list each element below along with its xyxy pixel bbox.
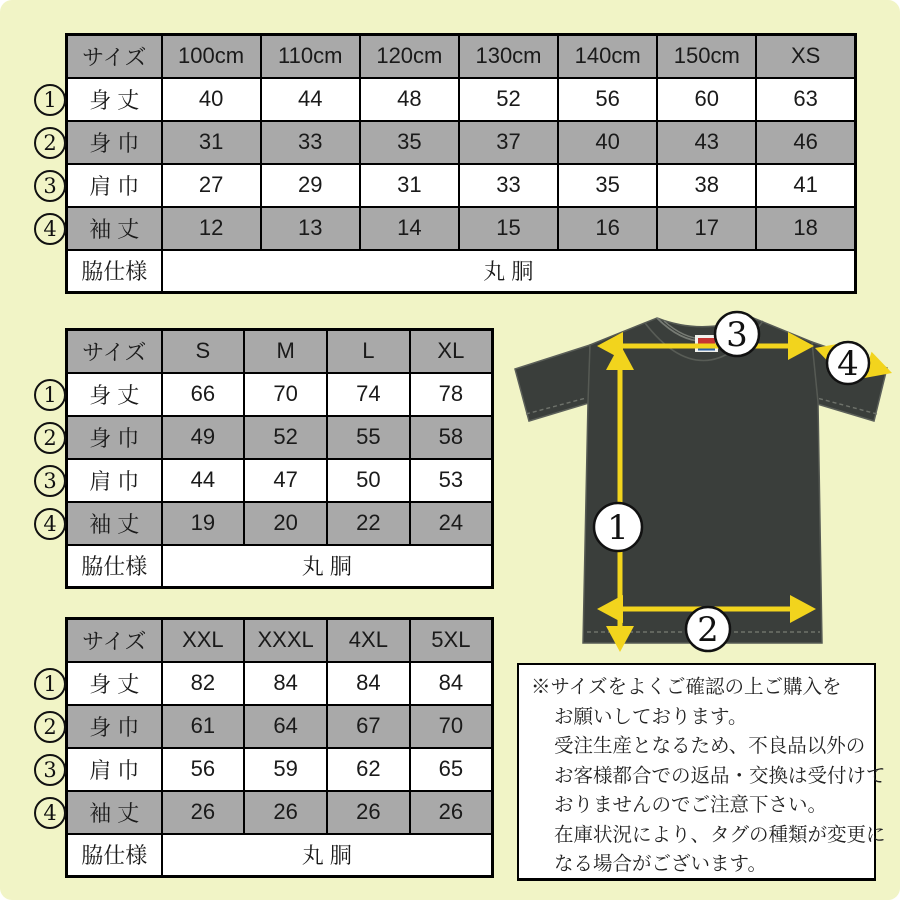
measure-label: 肩 巾 xyxy=(67,748,162,791)
measure-value: 27 xyxy=(162,164,261,207)
measure-value: 15 xyxy=(459,207,558,250)
measure-value: 58 xyxy=(410,416,493,459)
size-column-header: 100cm xyxy=(162,35,261,78)
svg-text:2: 2 xyxy=(697,610,719,650)
measure-value: 59 xyxy=(244,748,327,791)
measure-label: 身 巾 xyxy=(67,121,162,164)
measure-value: 33 xyxy=(261,121,360,164)
measure-value: 82 xyxy=(162,662,245,705)
measure-label: 袖 丈 xyxy=(67,502,162,545)
measure-value: 38 xyxy=(657,164,756,207)
measure-row-2 xyxy=(67,121,856,164)
svg-text:1: 1 xyxy=(607,508,629,548)
measure-value: 37 xyxy=(459,121,558,164)
measure-value: 60 xyxy=(657,78,756,121)
measure-value: 84 xyxy=(327,662,410,705)
measure-value: 56 xyxy=(558,78,657,121)
measure-value: 64 xyxy=(244,705,327,748)
measure-value: 74 xyxy=(327,373,410,416)
side-spec-value: 丸 胴 xyxy=(162,250,856,293)
measure-value: 12 xyxy=(162,207,261,250)
size-column-header: M xyxy=(244,330,327,373)
side-spec-label: 脇仕様 xyxy=(67,250,162,293)
measure-value: 63 xyxy=(756,78,855,121)
measure-value: 19 xyxy=(162,502,245,545)
size-column-header: XXL xyxy=(162,619,245,662)
measure-row-1 xyxy=(67,662,493,705)
row-number-badge-3: 3 xyxy=(34,465,66,497)
row-number-badge-3: 3 xyxy=(34,170,66,202)
measure-value: 16 xyxy=(558,207,657,250)
measure-value: 47 xyxy=(244,459,327,502)
measure-row-4 xyxy=(67,502,493,545)
measure-value: 52 xyxy=(459,78,558,121)
size-column-header: 4XL xyxy=(327,619,410,662)
measure-value: 43 xyxy=(657,121,756,164)
measure-value: 53 xyxy=(410,459,493,502)
measure-value: 41 xyxy=(756,164,855,207)
measure-row-3 xyxy=(67,748,493,791)
size-column-header: 5XL xyxy=(410,619,493,662)
measure-value: 17 xyxy=(657,207,756,250)
row-number-badge-1: 1 xyxy=(34,668,66,700)
notice-line: 受注生産となるため、不良品以外の xyxy=(554,735,866,757)
notice-line: お願いしております。 xyxy=(554,705,748,728)
measure-value: 55 xyxy=(327,416,410,459)
measure-row-3 xyxy=(67,164,856,207)
measure-value: 40 xyxy=(162,78,261,121)
measure-value: 24 xyxy=(410,502,493,545)
measure-value: 18 xyxy=(756,207,855,250)
row-number-badge-2: 2 xyxy=(34,127,66,159)
measure-row-2 xyxy=(67,705,493,748)
side-spec-value: 丸 胴 xyxy=(162,545,493,588)
size-column-header: 150cm xyxy=(657,35,756,78)
size-column-header: XS xyxy=(756,35,855,78)
measure-value: 26 xyxy=(410,791,493,834)
tshirt-measurement-diagram xyxy=(505,302,900,664)
measure-row-2 xyxy=(67,416,493,459)
measure-value: 65 xyxy=(410,748,493,791)
measure-value: 66 xyxy=(162,373,245,416)
row-number-badge-2: 2 xyxy=(34,711,66,743)
size-column-header: 130cm xyxy=(459,35,558,78)
side-spec-row xyxy=(67,834,493,877)
measure-value: 40 xyxy=(558,121,657,164)
measure-row-4 xyxy=(67,207,856,250)
row-number-badge-1: 1 xyxy=(34,379,66,411)
measure-value: 78 xyxy=(410,373,493,416)
measure-label: 身 丈 xyxy=(67,662,162,705)
measure-value: 84 xyxy=(244,662,327,705)
size-table-adult-s-xl xyxy=(65,328,494,589)
measure-value: 20 xyxy=(244,502,327,545)
measure-row-4 xyxy=(67,791,493,834)
notice-line: お客様都合での返品・交換は受付けて xyxy=(554,764,886,787)
notice-line: なる場合がございます。 xyxy=(554,853,767,875)
measure-row-1 xyxy=(67,373,493,416)
measure-value: 46 xyxy=(756,121,855,164)
row-number-badge-3: 3 xyxy=(34,754,66,786)
measure-badge-3 xyxy=(715,312,759,356)
notice-line: 在庫状況により、タグの種類が変更に xyxy=(554,823,886,846)
size-column-header: 110cm xyxy=(261,35,360,78)
measure-value: 13 xyxy=(261,207,360,250)
row-number-badge-4: 4 xyxy=(34,508,66,540)
measure-value: 67 xyxy=(327,705,410,748)
measure-value: 33 xyxy=(459,164,558,207)
row-number-badge-4: 4 xyxy=(34,797,66,829)
measure-value: 52 xyxy=(244,416,327,459)
size-column-header: XXXL xyxy=(244,619,327,662)
measure-value: 35 xyxy=(558,164,657,207)
size-table-kids-100-150-xs xyxy=(65,33,857,294)
size-header-cell: サイズ xyxy=(67,619,162,662)
measure-label: 袖 丈 xyxy=(67,791,162,834)
measure-value: 22 xyxy=(327,502,410,545)
measure-value: 44 xyxy=(261,78,360,121)
measure-value: 70 xyxy=(244,373,327,416)
notice-line: おりませんのでご注意下さい。 xyxy=(554,794,828,816)
size-column-header: 140cm xyxy=(558,35,657,78)
measure-value: 35 xyxy=(360,121,459,164)
size-column-header: S xyxy=(162,330,245,373)
size-column-header: 120cm xyxy=(360,35,459,78)
measure-value: 49 xyxy=(162,416,245,459)
measure-value: 31 xyxy=(360,164,459,207)
tshirt-left-sleeve xyxy=(515,345,590,421)
row-number-badge-2: 2 xyxy=(34,422,66,454)
measure-label: 身 巾 xyxy=(67,705,162,748)
measure-badge-1 xyxy=(594,503,642,551)
size-column-header: XL xyxy=(410,330,493,373)
side-spec-value: 丸 胴 xyxy=(162,834,493,877)
measure-value: 62 xyxy=(327,748,410,791)
size-header-cell: サイズ xyxy=(67,35,162,78)
measure-row-3 xyxy=(67,459,493,502)
measure-value: 56 xyxy=(162,748,245,791)
measure-label: 身 巾 xyxy=(67,416,162,459)
side-spec-label: 脇仕様 xyxy=(67,834,162,877)
side-spec-label: 脇仕様 xyxy=(67,545,162,588)
side-spec-row xyxy=(67,545,493,588)
notice-line: ※サイズをよくご確認の上ご購入を xyxy=(531,676,842,698)
measure-badge-2 xyxy=(686,607,730,651)
measure-badge-4 xyxy=(827,342,869,384)
side-spec-row xyxy=(67,250,856,293)
measure-value: 31 xyxy=(162,121,261,164)
measure-row-1 xyxy=(67,78,856,121)
row-number-badge-4: 4 xyxy=(34,213,66,245)
measure-value: 50 xyxy=(327,459,410,502)
measure-value: 70 xyxy=(410,705,493,748)
measure-label: 肩 巾 xyxy=(67,164,162,207)
measure-value: 48 xyxy=(360,78,459,121)
notice-box xyxy=(517,663,886,881)
size-header-cell: サイズ xyxy=(67,330,162,373)
measure-label: 身 丈 xyxy=(67,373,162,416)
measure-value: 26 xyxy=(162,791,245,834)
measure-value: 61 xyxy=(162,705,245,748)
measure-value: 44 xyxy=(162,459,245,502)
size-table-big-xxl-5xl xyxy=(65,617,494,878)
size-column-header: L xyxy=(327,330,410,373)
svg-text:4: 4 xyxy=(837,344,859,384)
measure-value: 29 xyxy=(261,164,360,207)
measure-label: 肩 巾 xyxy=(67,459,162,502)
measure-label: 袖 丈 xyxy=(67,207,162,250)
svg-text:3: 3 xyxy=(726,315,748,355)
row-number-badge-1: 1 xyxy=(34,84,66,116)
measure-value: 26 xyxy=(327,791,410,834)
measure-value: 14 xyxy=(360,207,459,250)
measure-label: 身 丈 xyxy=(67,78,162,121)
measure-value: 26 xyxy=(244,791,327,834)
measure-value: 84 xyxy=(410,662,493,705)
